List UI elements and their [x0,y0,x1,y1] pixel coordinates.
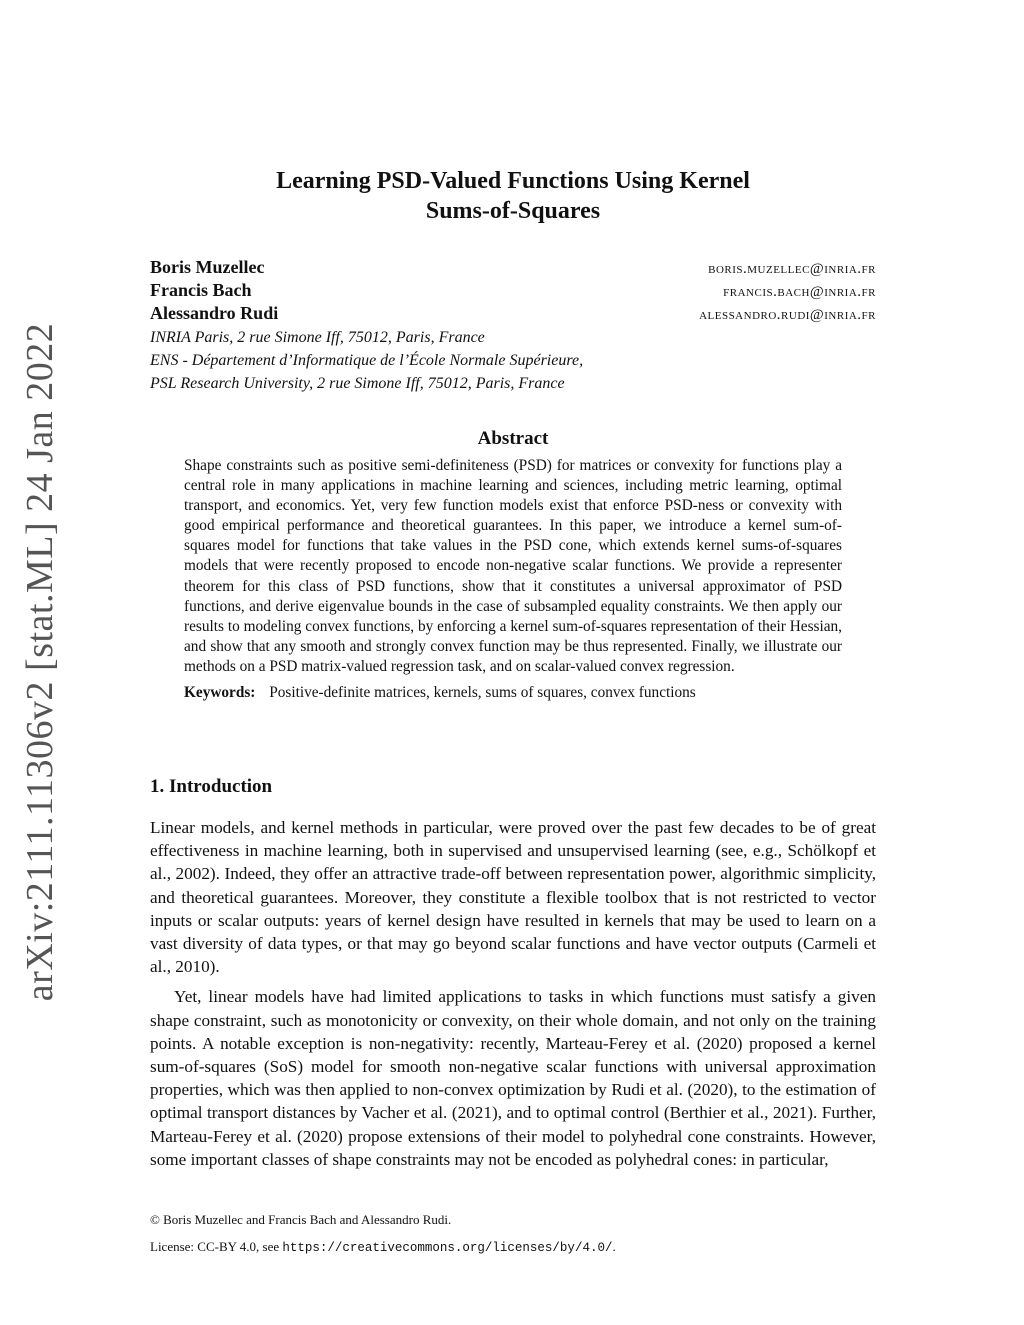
author-row [150,257,876,280]
author-row [150,303,876,326]
section-heading: 1. Introduction [150,776,273,797]
paragraph: Linear models, and kernel methods in particular, were proved over the past few decades to be of great effectiveness in machine learning, both in supervised and unsupervised learning (see, e.g., Schölkopf et al., 2002). Indeed, they offer an attractive trade-off between representation power, algorithmic simplicity, and theoretical guarantees. Moreover, they constitute a flexible toolbox that is not restricted to vector inputs or scalar outputs: years of kernel design have resulted in kernels that may be used to learn on a vast diversity of data types, or that may go beyond scalar functions and have vector outputs (Carmeli et al., 2010). [150,818,876,977]
license-suffix: . [612,1239,616,1254]
author-block [150,257,876,395]
paragraph: Yet, linear models have had limited applications to tasks in which functions must satisfy a given shape constraint, such as monotonicity or convexity, on their whole domain, and not only on the training points. A notable exception is non-negativity: recently, Marteau-Ferey et al. (2020) proposed a kernel sum-of-squares (SoS) model for smooth non-negative scalar functions with universal approximation properties, which was then applied to non-convex optimization by Rudi et al. (2020), to the estimation of optimal transport distances by Vacher et al. (2021), and to optimal control (Berthier et al., 2021). Further, Marteau-Ferey et al. (2020) propose extensions of their model to polyhedral cone constraints. However, some important classes of shape constraints may not be encoded as polyhedral cones: in particular, [150,987,876,1169]
title-line-1: Learning PSD-Valued Functions Using Kernel [276,168,750,194]
author-email: alessandro.rudi@inria.fr [699,307,876,323]
license-prefix: License: CC-BY 4.0, see [150,1239,283,1254]
license-notice [150,1239,876,1255]
author-name: Francis Bach [150,280,252,300]
abstract-text: Shape constraints such as positive semi-definiteness (PSD) for matrices or convexity for functions play a central role in many applications in machine learning and sciences, including metric learning, optimal transport, and economics. Yet, very few function models exist that enforce PSD-ness or convexity with good empirical performance and theoretical guarantees. In this paper, we introduce a kernel sum-of-squares model for functions that take values in the PSD cone, which extends kernel sums-of-squares models that were recently proposed to encode non-negative scalar functions. We provide a representer theorem for this class of PSD functions, show that it constitutes a universal approximator of PSD functions, and derive eigenvalue bounds in the case of subsampled equality constraints. We then apply our results to modeling convex functions, by enforcing a kernel sum-of-squares representation of their Hessian, and show that any smooth and strongly convex function may be thus represented. Finally, we illustrate our methods on a PSD matrix-valued regression task, and on scalar-valued convex regression. [184,457,842,675]
author-email: francis.bach@inria.fr [723,284,876,300]
author-name: Boris Muzellec [150,257,265,277]
keywords-label: Keywords: [184,684,256,702]
keywords-list: Positive-definite matrices, kernels, sums of squares, convex functions [269,684,696,702]
introduction-section [150,776,876,1171]
abstract-heading: Abstract [477,428,549,449]
footnote [150,1212,876,1266]
author-email: boris.muzellec@inria.fr [708,261,876,277]
abstract-section [184,428,842,702]
license-link[interactable]: https://creativecommons.org/licenses/by/4.0/ [282,1241,613,1255]
affiliation: ENS - Département d’Informatique de l’École Normale Supérieure, [150,352,584,369]
keywords-line [184,684,842,702]
affiliation: PSL Research University, 2 rue Simone Iff, 75012, Paris, France [150,375,565,392]
title-line-2: Sums-of-Squares [425,198,601,224]
arxiv-identifier: arXiv:2111.11306v2 [stat.ML] 24 Jan 2022 [19,322,61,1002]
author-name: Alessandro Rudi [150,303,279,323]
author-row [150,280,876,303]
paper-title [150,166,876,226]
copyright-notice: © Boris Muzellec and Francis Bach and Alessandro Rudi. [150,1212,452,1227]
affiliation: INRIA Paris, 2 rue Simone Iff, 75012, Paris, France [150,329,485,346]
